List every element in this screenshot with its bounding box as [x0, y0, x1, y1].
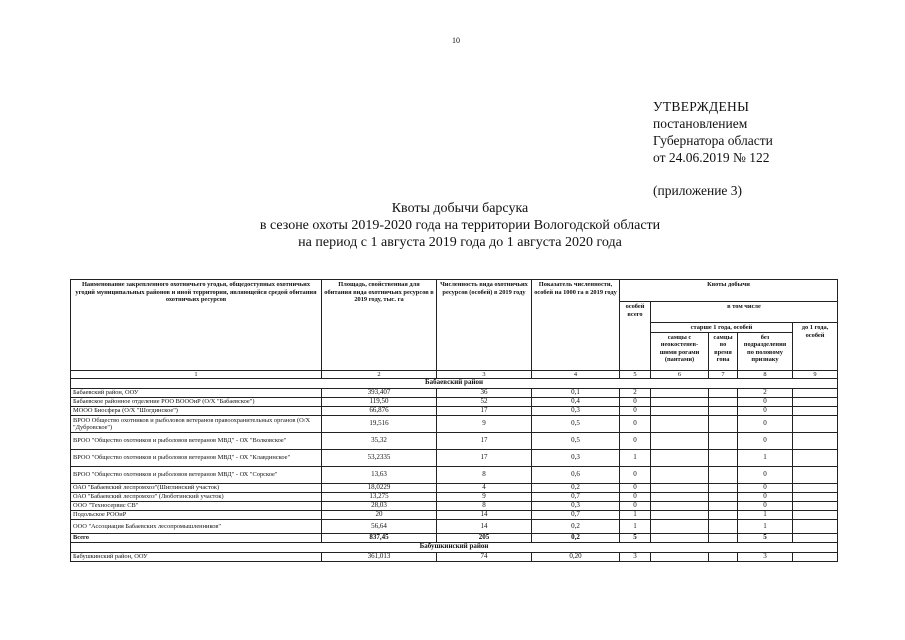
quota-table: [70, 279, 838, 562]
approval-block: [653, 98, 773, 199]
cell-c9: [793, 398, 838, 407]
cell-index: 0,5: [532, 433, 620, 450]
table-row: [71, 493, 838, 502]
cell-name: Бабаевское районное отделение РОО ВОООиР (О/Х "Бабаевское"): [71, 398, 322, 407]
cell-count: 36: [437, 389, 532, 398]
cell-total: 0: [620, 467, 651, 484]
cell-name: ВРОО "Общество охотников и рыболовов ветеранов МВД" - ОХ "Сорское": [71, 467, 322, 484]
cell-index: 0,3: [532, 450, 620, 467]
cell-c7: [709, 553, 738, 562]
cell-total: 5: [620, 534, 651, 543]
cell-c9: [793, 502, 838, 511]
cell-total: 0: [620, 484, 651, 493]
cell-total: 0: [620, 493, 651, 502]
table-row: [71, 520, 838, 534]
cell-count: 74: [437, 553, 532, 562]
table-row: [71, 553, 838, 562]
cell-c7: [709, 502, 738, 511]
cell-c9: [793, 407, 838, 416]
cell-index: 0,2: [532, 484, 620, 493]
table-row: [71, 502, 838, 511]
table-row: [71, 407, 838, 416]
header-c9: до 1 года, особей: [793, 323, 838, 371]
column-number: 9: [793, 370, 838, 379]
title-line: на период с 1 августа 2019 года до 1 августа 2020 года: [298, 235, 622, 250]
cell-c7: [709, 484, 738, 493]
cell-index: 0,1: [532, 389, 620, 398]
cell-name: Бабушкинский район, ООУ: [71, 553, 322, 562]
table-row: [71, 511, 838, 520]
cell-count: 14: [437, 511, 532, 520]
cell-name: ВРОО "Общество охотников и рыболовов ветеранов МВД" - ОХ "Волковское": [71, 433, 322, 450]
cell-name: Подольское РООиР: [71, 511, 322, 520]
cell-c9: [793, 484, 838, 493]
cell-c9: [793, 511, 838, 520]
cell-count: 8: [437, 467, 532, 484]
cell-c8: 0: [738, 467, 793, 484]
cell-c6: [651, 534, 709, 543]
cell-total: 0: [620, 407, 651, 416]
appendix-label: (приложение 3): [653, 183, 743, 198]
cell-count: 205: [437, 534, 532, 543]
cell-count: 17: [437, 433, 532, 450]
cell-index: 0,2: [532, 520, 620, 534]
cell-c7: [709, 511, 738, 520]
table-row: [71, 398, 838, 407]
table-row: [71, 389, 838, 398]
cell-c6: [651, 433, 709, 450]
cell-count: 14: [437, 520, 532, 534]
cell-c8: 0: [738, 433, 793, 450]
cell-c7: [709, 389, 738, 398]
cell-total: 0: [620, 502, 651, 511]
cell-area: 35,32: [322, 433, 437, 450]
cell-c9: [793, 553, 838, 562]
cell-c7: [709, 493, 738, 502]
cell-c8: 1: [738, 511, 793, 520]
column-number: 3: [437, 370, 532, 379]
cell-c7: [709, 467, 738, 484]
cell-name: ОАО "Бабаевский леспромхоз"(Шиглинский участок): [71, 484, 322, 493]
section-title: Бабушкинский район: [71, 543, 838, 553]
cell-count: 52: [437, 398, 532, 407]
header-c6: самцы с неокостенев-шими рогами (пантами): [651, 332, 709, 370]
cell-name: ВРОО "Общество охотников и рыболовов ветеранов МВД" - ОХ "Клавдинское": [71, 450, 322, 467]
cell-total: 1: [620, 511, 651, 520]
header-total: особей всего: [620, 302, 651, 371]
section-title: Бабаевский район: [71, 379, 838, 389]
cell-c7: [709, 520, 738, 534]
header-count: Численность вида охотничьих ресурсов (особей) в 2019 году: [437, 280, 532, 371]
cell-area: 837,45: [322, 534, 437, 543]
cell-c8: 0: [738, 502, 793, 511]
cell-area: 19,516: [322, 416, 437, 433]
section-row: [71, 543, 838, 553]
cell-count: 8: [437, 502, 532, 511]
total-row: [71, 534, 838, 543]
cell-count: 9: [437, 493, 532, 502]
cell-total: 0: [620, 433, 651, 450]
table-row: [71, 433, 838, 450]
cell-name: ОАО "Бабаевский леспромхоз" (Люботинский участок): [71, 493, 322, 502]
cell-name: Всего: [71, 534, 322, 543]
cell-c8: 1: [738, 450, 793, 467]
cell-count: 9: [437, 416, 532, 433]
cell-total: 3: [620, 553, 651, 562]
cell-count: 17: [437, 450, 532, 467]
cell-area: 18,0229: [322, 484, 437, 493]
cell-area: 28,03: [322, 502, 437, 511]
cell-c8: 1: [738, 520, 793, 534]
cell-c6: [651, 502, 709, 511]
cell-c6: [651, 416, 709, 433]
approval-date: от 24.06.2019 № 122: [653, 150, 770, 165]
header-c7: самцы во время гона: [709, 332, 738, 370]
cell-name: ООО "Техносервис СВ": [71, 502, 322, 511]
cell-c8: 2: [738, 389, 793, 398]
cell-total: 1: [620, 520, 651, 534]
cell-area: 361,013: [322, 553, 437, 562]
cell-c7: [709, 407, 738, 416]
cell-index: 0,7: [532, 511, 620, 520]
column-number: 4: [532, 370, 620, 379]
cell-c9: [793, 493, 838, 502]
column-number: 1: [71, 370, 322, 379]
cell-index: 0,7: [532, 493, 620, 502]
cell-c6: [651, 467, 709, 484]
approval-line: постановлением: [653, 116, 748, 131]
cell-c7: [709, 433, 738, 450]
cell-count: 4: [437, 484, 532, 493]
approval-line: Губернатора области: [653, 133, 773, 148]
header-index: Показатель численности, особей на 1000 га в 2019 году: [532, 280, 620, 371]
cell-c9: [793, 534, 838, 543]
cell-total: 1: [620, 450, 651, 467]
page-number: 10: [452, 36, 460, 45]
cell-c6: [651, 398, 709, 407]
cell-c9: [793, 433, 838, 450]
cell-c6: [651, 511, 709, 520]
cell-total: 2: [620, 389, 651, 398]
cell-index: 0,20: [532, 553, 620, 562]
title-line: в сезоне охоты 2019-2020 года на территории Вологодской области: [259, 218, 661, 233]
table-row: [71, 450, 838, 467]
cell-c7: [709, 398, 738, 407]
cell-c6: [651, 553, 709, 562]
cell-c7: [709, 534, 738, 543]
cell-c9: [793, 467, 838, 484]
document-title: [180, 200, 740, 251]
cell-c8: 0: [738, 416, 793, 433]
cell-c6: [651, 493, 709, 502]
cell-c6: [651, 389, 709, 398]
cell-index: 0,4: [532, 398, 620, 407]
cell-c9: [793, 389, 838, 398]
cell-c8: 0: [738, 407, 793, 416]
cell-count: 17: [437, 407, 532, 416]
cell-c8: 0: [738, 398, 793, 407]
cell-index: 0,2: [532, 534, 620, 543]
header-name: Наименование закрепленного охотничьего угодья, общедоступных охотничьих угодий муниципальных районов и иной территории, являющейся средой обитания охотничьих ресурсов: [71, 280, 322, 371]
cell-total: 0: [620, 398, 651, 407]
table-row: [71, 467, 838, 484]
cell-name: ООО "Ассоциация Бабаевских лесопромышленников": [71, 520, 322, 534]
cell-area: 13,275: [322, 493, 437, 502]
cell-c6: [651, 407, 709, 416]
column-number: 5: [620, 370, 651, 379]
cell-area: 393,407: [322, 389, 437, 398]
cell-area: 56,64: [322, 520, 437, 534]
header-older: старше 1 года, особей: [651, 323, 793, 333]
cell-area: 119,50: [322, 398, 437, 407]
column-number: 7: [709, 370, 738, 379]
cell-c7: [709, 416, 738, 433]
header-area: Площадь, свойственная для обитания вида охотничьих ресурсов в 2019 году, тыс. га: [322, 280, 437, 371]
cell-index: 0,5: [532, 416, 620, 433]
cell-c6: [651, 520, 709, 534]
header-including: в том числе: [651, 302, 838, 323]
cell-c9: [793, 416, 838, 433]
cell-area: 20: [322, 511, 437, 520]
column-number: 2: [322, 370, 437, 379]
cell-name: МООО Биосфера (О/Х "Шогдинское"): [71, 407, 322, 416]
cell-area: 53,2335: [322, 450, 437, 467]
cell-c8: 0: [738, 493, 793, 502]
header-quotas: Квоты добычи: [620, 280, 838, 302]
cell-total: 0: [620, 416, 651, 433]
section-row: [71, 379, 838, 389]
cell-index: 0,3: [532, 407, 620, 416]
approval-heading: УТВЕРЖДЕНЫ: [653, 99, 750, 114]
cell-name: Бабаевский район, ООУ: [71, 389, 322, 398]
cell-index: 0,6: [532, 467, 620, 484]
cell-c9: [793, 520, 838, 534]
cell-c6: [651, 450, 709, 467]
cell-c8: 5: [738, 534, 793, 543]
column-numbers-row: [71, 370, 838, 379]
cell-index: 0,3: [532, 502, 620, 511]
table-row: [71, 484, 838, 493]
cell-name: ВРОО Общество охотников и рыболовов ветеранов правоохранительных органов (О/Х "Дубровское"): [71, 416, 322, 433]
cell-area: 13,63: [322, 467, 437, 484]
cell-c7: [709, 450, 738, 467]
title-line: Квоты добычи барсука: [391, 201, 529, 216]
header-c8: без подразделения по половому признаку: [738, 332, 793, 370]
cell-area: 66,876: [322, 407, 437, 416]
cell-c8: 3: [738, 553, 793, 562]
cell-c9: [793, 450, 838, 467]
cell-c8: 0: [738, 484, 793, 493]
cell-c6: [651, 484, 709, 493]
column-number: 8: [738, 370, 793, 379]
column-number: 6: [651, 370, 709, 379]
table-row: [71, 416, 838, 433]
